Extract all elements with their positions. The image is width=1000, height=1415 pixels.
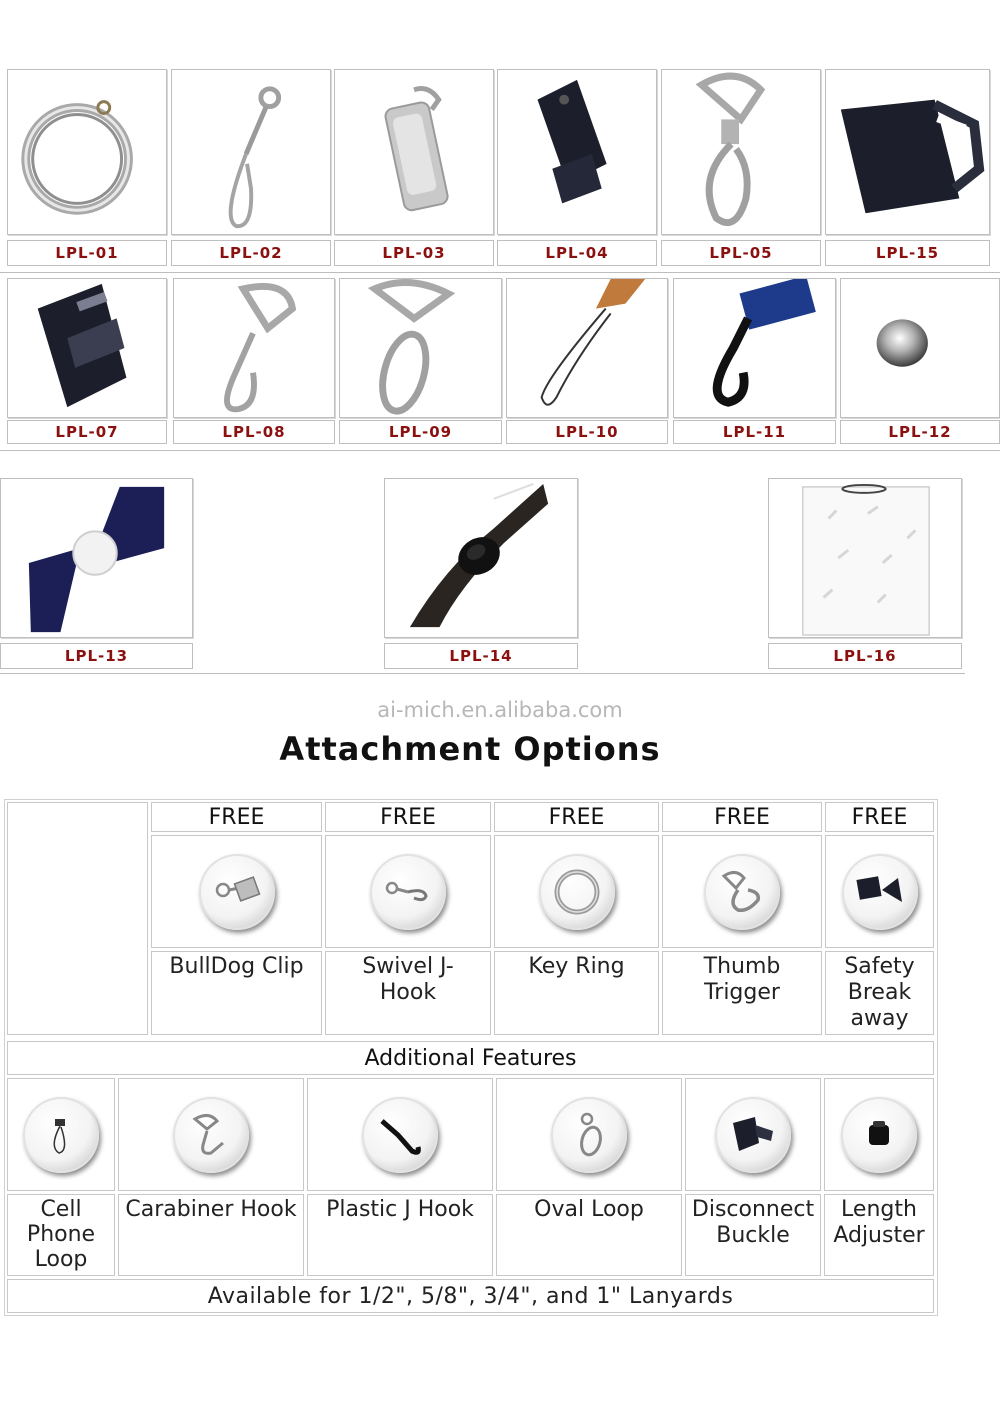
product-code: LPL-09 <box>339 420 502 444</box>
product-image-lpl-04 <box>497 69 657 235</box>
bulldog-clip-icon <box>335 70 493 234</box>
key-ring-icon <box>539 854 615 930</box>
additional-features-banner: Additional Features <box>7 1041 934 1075</box>
feature-image-cell <box>685 1078 821 1191</box>
feature-image-cell <box>824 1078 934 1191</box>
product-image-lpl-09 <box>339 278 502 418</box>
product-code: LPL-01 <box>7 240 167 266</box>
product-image-lpl-15 <box>825 69 990 235</box>
lanyard-sizes-note: Available for 1/2", 5/8", 3/4", and 1" Lanyards <box>7 1279 934 1313</box>
bulldog-clip-icon <box>199 854 275 930</box>
free-badge: FREE <box>662 802 822 832</box>
carabiner-hook-icon <box>174 279 334 417</box>
product-code: LPL-11 <box>673 420 836 444</box>
option-label: Swivel J- Hook <box>325 951 491 1035</box>
product-image-lpl-02 <box>171 69 331 235</box>
product-code: LPL-12 <box>840 420 1000 444</box>
product-image-lpl-12 <box>840 278 1000 418</box>
feature-label: Plastic J Hook <box>307 1194 493 1276</box>
product-code: LPL-15 <box>825 240 990 266</box>
product-image-lpl-13 <box>0 478 193 638</box>
option-label: BullDog Clip <box>151 951 322 1035</box>
product-code: LPL-16 <box>768 643 962 669</box>
free-badge: FREE <box>825 802 934 832</box>
empty-corner-cell <box>7 802 148 1035</box>
oval-loop-hook-icon <box>340 279 501 417</box>
product-code: LPL-07 <box>7 420 167 444</box>
plastic-clip-icon <box>498 70 656 234</box>
page-title: Attachment Options <box>279 730 661 768</box>
product-code: LPL-14 <box>384 643 578 669</box>
option-label: Safety Break away <box>825 951 934 1035</box>
option-image-cell <box>662 835 822 948</box>
product-code: LPL-04 <box>497 240 657 266</box>
feature-label: Length Adjuster <box>824 1194 934 1276</box>
feature-image-cell <box>496 1078 682 1191</box>
product-image-lpl-08 <box>173 278 335 418</box>
free-badge: FREE <box>494 802 659 832</box>
length-adjuster-icon <box>385 479 577 637</box>
option-image-cell <box>325 835 491 948</box>
product-image-lpl-01 <box>7 69 167 235</box>
oval-loop-icon <box>551 1097 627 1173</box>
product-code: LPL-05 <box>661 240 821 266</box>
product-image-lpl-07 <box>7 278 167 418</box>
option-label: Key Ring <box>494 951 659 1035</box>
thumb-trigger-icon <box>704 854 780 930</box>
feature-label: Carabiner Hook <box>118 1194 304 1276</box>
option-label: Thumb Trigger <box>662 951 822 1035</box>
feature-label: Cell Phone Loop <box>7 1194 115 1276</box>
metal-bead-icon <box>841 279 999 417</box>
badge-holder-icon <box>769 479 961 637</box>
product-code: LPL-03 <box>334 240 494 266</box>
cell-phone-loop-icon <box>23 1097 99 1173</box>
safety-breakaway-icon <box>826 70 989 234</box>
product-image-lpl-10 <box>506 278 668 418</box>
free-badge: FREE <box>151 802 322 832</box>
feature-image-cell <box>307 1078 493 1191</box>
length-adjuster-icon <box>841 1097 917 1173</box>
ball-breakaway-icon <box>1 479 192 637</box>
product-code: LPL-02 <box>171 240 331 266</box>
feature-image-cell <box>118 1078 304 1191</box>
option-image-cell <box>494 835 659 948</box>
disconnect-buckle-icon <box>715 1097 791 1173</box>
plastic-j-hook-icon <box>674 279 835 417</box>
plastic-j-hook-icon <box>362 1097 438 1173</box>
product-code: LPL-13 <box>0 643 193 669</box>
feature-image-cell <box>7 1078 115 1191</box>
disconnect-buckle-icon <box>8 279 166 417</box>
product-image-lpl-14 <box>384 478 578 638</box>
cell-phone-loop-icon <box>507 279 667 417</box>
safety-breakaway-icon <box>842 854 918 930</box>
swivel-j-hook-icon <box>370 854 446 930</box>
split-key-ring-icon <box>8 70 166 234</box>
product-code: LPL-08 <box>173 420 335 444</box>
product-code: LPL-10 <box>506 420 668 444</box>
product-image-lpl-11 <box>673 278 836 418</box>
option-image-cell <box>825 835 934 948</box>
product-image-lpl-05 <box>661 69 821 235</box>
free-badge: FREE <box>325 802 491 832</box>
thumb-trigger-hook-icon <box>662 70 820 234</box>
feature-label: Disconnect Buckle <box>685 1194 821 1276</box>
feature-label: Oval Loop <box>496 1194 682 1276</box>
swivel-j-hook-icon <box>172 70 330 234</box>
carabiner-hook-icon <box>173 1097 249 1173</box>
option-image-cell <box>151 835 322 948</box>
product-image-lpl-03 <box>334 69 494 235</box>
watermark: ai-mich.en.alibaba.com <box>377 698 623 722</box>
product-image-lpl-16 <box>768 478 962 638</box>
